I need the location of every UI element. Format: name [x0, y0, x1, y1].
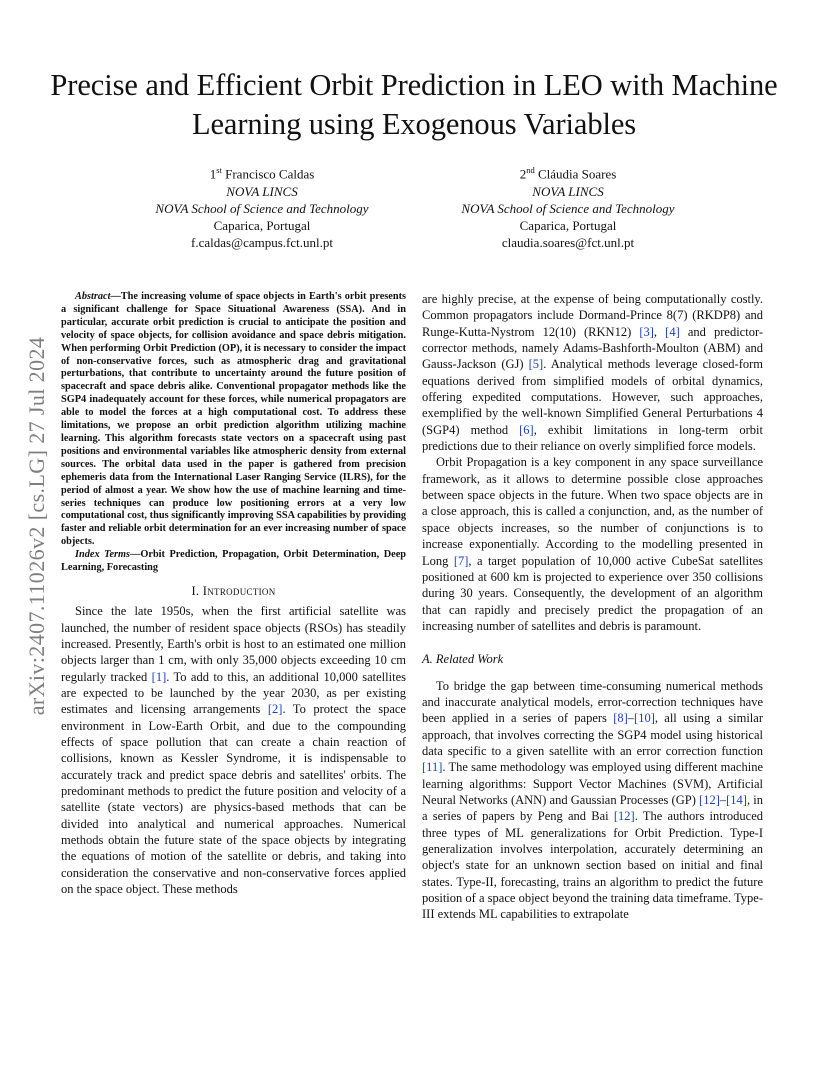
subsection-heading-related-work: A. Related Work [422, 652, 504, 667]
body-text: – [719, 792, 727, 807]
body-text: . To protect the space environment in Low-Earth Orbit, and due to the compounding effects of space pollution that can create a chain reaction of collisions, known as Kessler Syndrome, it is indispensable to accurately track and predict space debris and satellites' orbits. The predominant methods to predict the future position and velocity of a satellite (state vectors) are physics-based methods that can be divided into analytical and numerical approaches. Numerical methods obtain the future state of the space objects by integrating the equations of motion of the satellite or debris, and taking into consideration the conservative and non-conservative forces applied on the space object. These methods [61, 702, 406, 897]
author-block-1 [120, 162, 404, 251]
body-text: . The same methodology was employed using different machine learning algorithms: Support Vector Machines (SVM), Artificial Neural Networks (ANN) and Gaussian Processes (GP) [422, 760, 763, 807]
citation-link[interactable]: [1] [151, 669, 167, 684]
abstract-text: —The increasing volume of space objects in Earth's orbit presents a significant challenge for Space Situational Awareness (SSA). And in particular, accurate orbit prediction is crucial to anticipate the position and velocity of space objects, for collision avoidance and space debris mitigation. When performing Orbit Prediction (OP), it is necessary to consider the impact of non-conservative forces, such as atmospheric drag and gravitational perturbations, that contribute to uncertainty around the future position of spacecraft and space debris alike. Conventional propagator methods like the SGP4 inadequately account for these forces, while numerical propagators are able to model the forces at a high computational cost. To address these limitations, we propose an orbit prediction algorithm utilizing machine learning. This algorithm forecasts state vectors on a spacecraft using past positions and environmental variables like atmospheric density from external sources. The orbital data used in the paper is gathered from precision ephemeris data from the International Laser Ranging Service (ILRS), for the period of almost a year. We show how the use of machine learning and time-series techniques can produce low positioning errors at a very low computational cost, thus significantly improving SSA capabilities by providing faster and reliable orbit determination for an ever increasing number of space objects. [61, 291, 406, 548]
body-text: , all using a similar approach, that involves correcting the SGP4 model using historical data specific to a given satellite with an error correction function [422, 711, 763, 758]
citation-link[interactable]: [12] [613, 809, 635, 824]
author-location: Caparica, Portugal [213, 217, 311, 233]
body-text: and predictor-corrector methods, namely Adams-Bashforth-Moulton (ABM) and Gauss-Jackson (GJ) [422, 324, 764, 372]
author-institution: NOVA School of Science and Technology [155, 200, 369, 216]
body-paragraph [422, 678, 763, 923]
left-column [61, 291, 406, 897]
citation-link[interactable]: [6] [519, 422, 534, 437]
author-name: Francisco Caldas [225, 166, 315, 182]
body-text: , [653, 324, 666, 339]
author-email: claudia.soares@fct.unl.pt [501, 235, 635, 251]
author-affiliation: NOVA LINCS [532, 183, 604, 199]
citation-link[interactable]: [10] [634, 711, 655, 726]
arxiv-identifier-stamp: arXiv:2407.11026v2 [cs.LG] 27 Jul 2024 [24, 336, 49, 716]
author-ordinal-suffix: nd [526, 165, 535, 175]
intro-paragraph [61, 603, 406, 897]
author-email: f.caldas@campus.fct.unl.pt [191, 235, 333, 251]
author-block-2 [424, 162, 712, 251]
body-text: , exhibit limitations in long-term orbit predictions due to their reliance on overly simplified force models. [422, 422, 763, 454]
body-text: , in a series of papers by Peng and Bai [422, 792, 763, 824]
index-terms-label: Index Terms [75, 549, 131, 561]
body-text: Orbit Propagation is a key component in any space surveillance framework, as it allows to determine possible close approaches between space objects in the future. When two space objects are in a close approach, this is called a conjunction, and, as the number of space objects increases, so the number of conjunctions is to increase exponentially. According to the modelling presented in Long [422, 455, 763, 568]
author-location: Caparica, Portugal [519, 217, 617, 233]
body-text: . The authors introduced three types of ML generalizations for Orbit Prediction. Type-I generalization involves interpolation, accurately determining an object's state for an unknown section based on initial and final states. Type-II, forecasting, trains an algorithm to predict the future position of a space object beyond the training data timeframe. Type-III extends ML capabilities to extrapolate [422, 809, 764, 922]
abstract [61, 291, 406, 549]
body-text: , a target population of 10,000 active CubeSat satellites positioned at 600 km is projected to experience over 350 collisions during 30 years. Consequently, the development of an algorithm that can rapidly and precisely predict the propagation of an increasing number of satellites and debris is paramount. [422, 553, 763, 633]
body-text: are highly precise, at the expense of being computationally costly. Common propagators include Dormand-Prince 8(7) (RKDP8) and Runge-Kutta-Nystrom 12(10) (RKN12) [422, 292, 763, 339]
citation-link[interactable]: [8] [613, 711, 628, 726]
body-text: . Analytical methods leverage closed-form equations derived from simplified models of orbital dynamics, offering expedited computations. However, such approaches, exemplified by the well-known Simplified General Perturbations 4 (SGP4) method [422, 357, 763, 437]
abstract-label: Abstract [75, 291, 111, 302]
citation-link[interactable]: [12] [699, 792, 720, 807]
citation-link[interactable]: [11] [422, 760, 443, 775]
body-text: To bridge the gap between time-consuming numerical methods and inaccurate analytical models, error-correction techniques have been applied in a series of papers [422, 678, 763, 726]
citation-link[interactable]: [7] [453, 553, 469, 568]
author-institution: NOVA School of Science and Technology [461, 200, 675, 216]
citation-link[interactable]: [3] [639, 324, 654, 339]
index-terms [61, 549, 406, 575]
author-affiliation: NOVA LINCS [226, 183, 298, 199]
body-paragraph [422, 454, 763, 634]
citation-link[interactable]: [4] [665, 324, 680, 339]
author-ordinal: 1 [209, 166, 217, 182]
body-text: – [627, 711, 635, 726]
body-text: . To add to this, an additional 10,000 satellites are expected to be launched by the year 2030, as per existing estimates and licensing arrangements [61, 669, 406, 717]
body-paragraph [422, 291, 763, 454]
citation-link[interactable]: [5] [528, 357, 544, 372]
section-heading-introduction: I. Introduction [191, 583, 276, 598]
index-terms-text: —Orbit Prediction, Propagation, Orbit Determination, Deep Learning, Forecasting [61, 549, 406, 574]
author-ordinal-suffix: st [216, 165, 222, 175]
author-ordinal: 2 [519, 166, 527, 182]
body-text: Since the late 1950s, when the first artificial satellite was launched, the number of resident space objects (RSOs) has steadily increased. Presently, Earth's orbit is host to an estimated one million objects larger than 1 cm, with only 35,000 objects exceeding 10 cm regularly tracked [61, 604, 406, 684]
citation-link[interactable]: [2] [267, 702, 283, 717]
author-name: Cláudia Soares [537, 166, 617, 182]
paper-title: Precise and Efficient Orbit Prediction in LEO with Machine Learning using Exogenous Variables [50, 68, 778, 141]
citation-link[interactable]: [14] [726, 792, 747, 807]
right-column [422, 291, 763, 923]
